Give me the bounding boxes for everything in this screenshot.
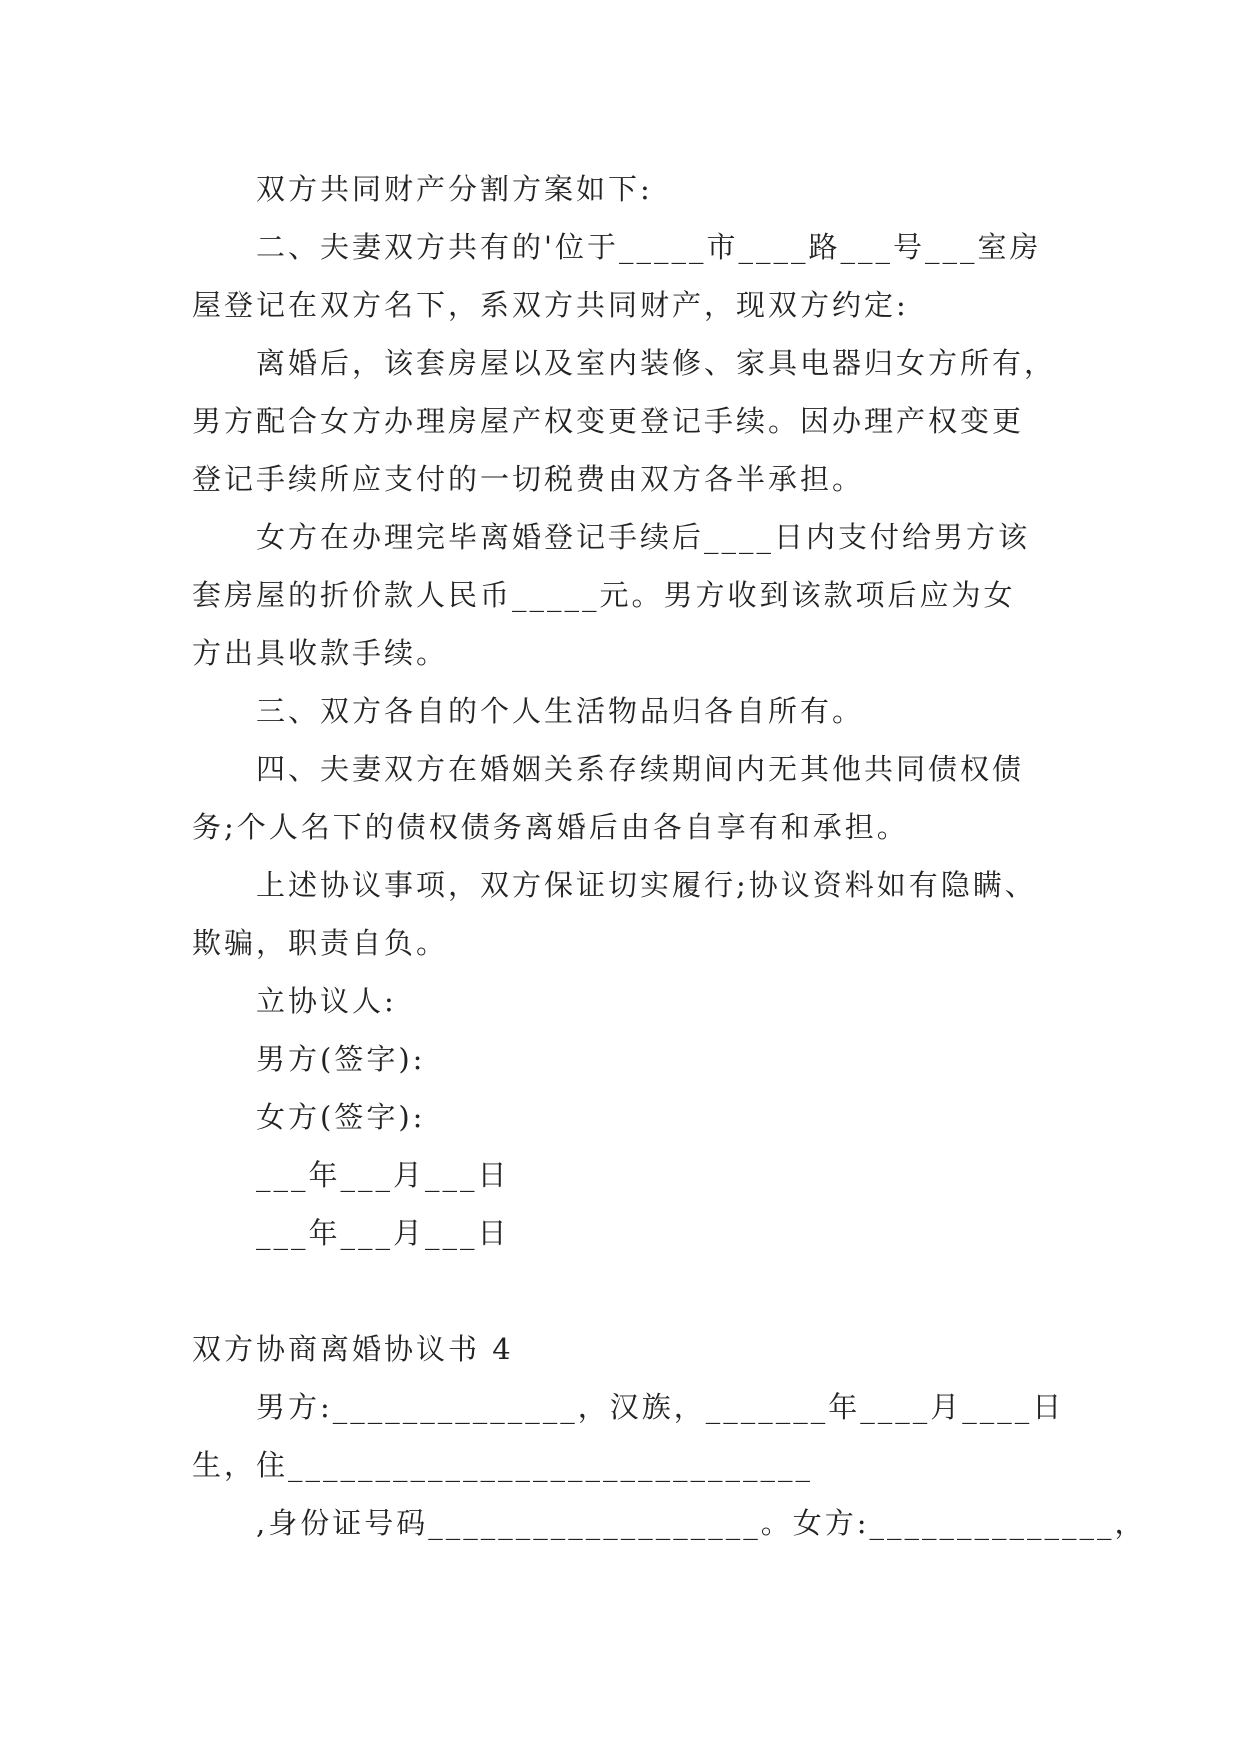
section-gap bbox=[192, 1262, 1058, 1320]
paragraph-line: 离婚后，该套房屋以及室内装修、家具电器归女方所有， bbox=[256, 346, 1057, 380]
paragraph-line: 上述协议事项，双方保证切实履行;协议资料如有隐瞒、 bbox=[256, 868, 1037, 902]
paragraph-line: 生，住______________________________ bbox=[192, 1448, 814, 1482]
paragraph-line: 二、夫妻双方共有的'位于_____市____路___号___室房 bbox=[256, 230, 1042, 264]
male-signature-label: 男方(签字): bbox=[256, 1042, 426, 1076]
paragraph-line: 女方在办理完毕离婚登记手续后____日内支付给男方该 bbox=[256, 520, 1031, 554]
paragraph-line: 四、夫妻双方在婚姻关系存续期间内无其他共同债权债 bbox=[256, 752, 1025, 786]
section-title: 双方协商离婚协议书 4 bbox=[192, 1332, 514, 1366]
paragraph-line: 方出具收款手续。 bbox=[192, 636, 449, 670]
paragraph-line: 屋登记在双方名下，系双方共同财产，现双方约定: bbox=[192, 288, 909, 322]
paragraph-line: 三、双方各自的个人生活物品归各自所有。 bbox=[256, 694, 865, 728]
paragraph-line: 男方:______________，汉族，_______年____月____日 bbox=[256, 1390, 1065, 1424]
paragraph-line: 男方配合女方办理房屋产权变更登记手续。因办理产权变更 bbox=[192, 404, 1025, 438]
document-body bbox=[192, 160, 1058, 1262]
paragraph-line: 登记手续所应支付的一切税费由双方各半承担。 bbox=[192, 462, 865, 496]
signatory-label: 立协议人: bbox=[256, 984, 397, 1018]
paragraph-line: 务;个人名下的债权债务离婚后由各自享有和承担。 bbox=[192, 810, 909, 844]
date-line: ___年___月___日 bbox=[256, 1216, 510, 1250]
paragraph-line: 套房屋的折价款人民币_____元。男方收到该款项后应为女 bbox=[192, 578, 1016, 612]
date-line: ___年___月___日 bbox=[256, 1158, 510, 1192]
section-body bbox=[192, 1378, 1147, 1552]
paragraph-line: ,身份证号码___________________。女方:______________， bbox=[256, 1506, 1147, 1540]
paragraph-line: 双方共同财产分割方案如下: bbox=[256, 172, 653, 206]
female-signature-label: 女方(签字): bbox=[256, 1100, 426, 1134]
paragraph-line: 欺骗，职责自负。 bbox=[192, 926, 449, 960]
document-page bbox=[192, 160, 1147, 1552]
